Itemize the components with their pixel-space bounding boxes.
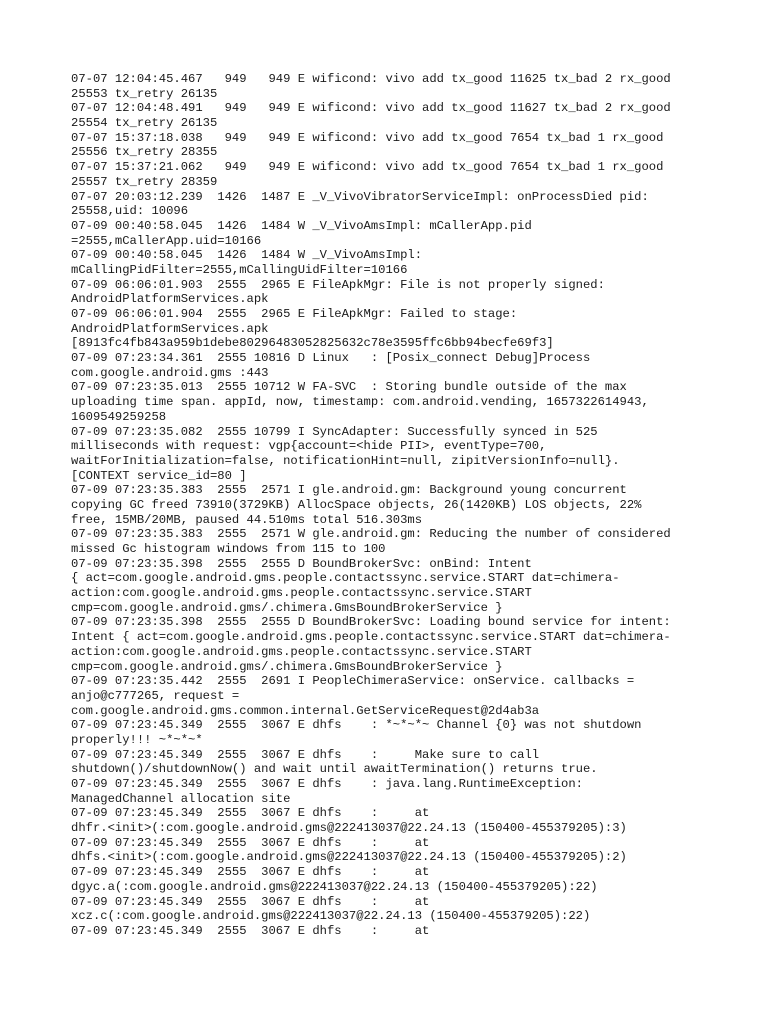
log-line: 07-09 07:23:45.349 2555 3067 E dhfs : at	[71, 806, 430, 821]
log-line: copying GC freed 73910(3729KB) AllocSpace objects, 26(1420KB) LOS objects, 22%	[71, 497, 642, 512]
log-line: waitForInitialization=false, notificationHint=null, zipitVersionInfo=null}.	[71, 453, 620, 468]
log-line: 25558,uid: 10096	[71, 204, 189, 219]
log-line: 07-09 07:23:45.349 2555 3067 E dhfs : *~*~*~ Channel {0} was not shutdown	[71, 718, 642, 733]
log-line: 07-09 07:23:35.013 2555 10712 W FA-SVC : Storing bundle outside of the max	[71, 380, 627, 395]
log-line: uploading time span. appId, now, timestamp: com.android.vending, 1657322614943,	[71, 395, 649, 410]
log-line: 07-09 07:23:34.361 2555 10816 D Linux : [Posix_connect Debug]Process	[71, 351, 591, 366]
log-line: 07-09 07:23:35.442 2555 2691 I PeopleChimeraService: onService. callbacks =	[71, 674, 635, 689]
log-line: com.google.android.gms.common.internal.GetServiceRequest@2d4ab3a	[71, 703, 540, 718]
log-line: [CONTEXT service_id=80 ]	[71, 468, 247, 483]
log-line: milliseconds with request: vgp{account=<hide PII>, eventType=700,	[71, 439, 547, 454]
log-line: mCallingPidFilter=2555,mCallingUidFilter=10166	[71, 262, 408, 277]
log-line: action:com.google.android.gms.people.contactssync.service.START	[71, 644, 532, 659]
log-line: cmp=com.google.android.gms/.chimera.GmsBoundBrokerService }	[71, 600, 503, 615]
log-line: action:com.google.android.gms.people.contactssync.service.START	[71, 586, 532, 601]
log-line: missed Gc histogram windows from 115 to 100	[71, 542, 386, 556]
log-line: properly!!! ~*~*~*	[71, 732, 203, 747]
log-line: 07-07 15:37:18.038 949 949 E wificond: vivo add tx_good 7654 tx_bad 1 rx_good	[71, 130, 664, 145]
log-line: xcz.c(:com.google.android.gms@222413037@22.24.13 (150400-455379205):22)	[71, 909, 591, 924]
log-line: 07-09 00:40:58.045 1426 1484 W _V_VivoAmsImpl:	[71, 248, 423, 263]
log-line: 07-09 07:23:45.349 2555 3067 E dhfs : Make sure to call	[71, 747, 540, 762]
log-line: cmp=com.google.android.gms/.chimera.GmsBoundBrokerService }	[71, 659, 503, 674]
log-line: 07-07 15:37:21.062 949 949 E wificond: vivo add tx_good 7654 tx_bad 1 rx_good	[71, 160, 664, 175]
log-line: 07-09 07:23:35.383 2555 2571 I gle.android.gm: Background young concurrent	[71, 483, 627, 498]
log-line: AndroidPlatformServices.apk	[71, 292, 269, 307]
log-line: { act=com.google.android.gms.people.contactssync.service.START dat=chimera-	[71, 571, 620, 586]
log-line: com.google.android.gms :443	[71, 365, 269, 380]
log-line: 07-09 07:23:35.398 2555 2555 D BoundBrokerSvc: Loading bound service for intent:	[71, 615, 671, 630]
log-line: =2555,mCallerApp.uid=10166	[71, 233, 262, 248]
log-line: free, 15MB/20MB, paused 44.510ms total 516.303ms	[71, 512, 423, 527]
log-line: 25557 tx_retry 28359	[71, 174, 218, 189]
log-line: 1609549259258	[71, 409, 167, 424]
log-text-block	[71, 72, 711, 939]
log-line: 07-09 07:23:45.349 2555 3067 E dhfs : at	[71, 894, 430, 909]
log-line: 07-09 07:23:45.349 2555 3067 E dhfs : at	[71, 865, 430, 880]
log-line: AndroidPlatformServices.apk	[71, 321, 269, 336]
log-line: 07-09 07:23:45.349 2555 3067 E dhfs : java.lang.RuntimeException:	[71, 777, 583, 791]
log-line: shutdown()/shutdownNow() and wait until awaitTermination() returns true.	[71, 762, 598, 777]
log-line: dgyc.a(:com.google.android.gms@222413037@22.24.13 (150400-455379205):22)	[71, 879, 598, 894]
log-line: anjo@c777265, request =	[71, 688, 240, 703]
log-line: 25553 tx_retry 26135	[71, 86, 218, 101]
log-line: 07-07 20:03:12.239 1426 1487 E _V_VivoVibratorServiceImpl: onProcessDied pid:	[71, 189, 649, 204]
log-line: 25554 tx_retry 26135	[71, 116, 218, 131]
log-line: 07-09 06:06:01.904 2555 2965 E FileApkMgr: Failed to stage:	[71, 307, 518, 321]
log-line: 07-09 00:40:58.045 1426 1484 W _V_VivoAmsImpl: mCallerApp.pid	[71, 218, 532, 233]
log-line: Intent { act=com.google.android.gms.people.contactssync.service.START dat=chimera-	[71, 630, 671, 645]
log-line: ManagedChannel allocation site	[71, 791, 291, 806]
log-line: 07-09 06:06:01.903 2555 2965 E FileApkMgr: File is not properly signed:	[71, 277, 605, 292]
log-line: 07-09 07:23:45.349 2555 3067 E dhfs : at	[71, 835, 430, 850]
log-line: 07-09 07:23:35.082 2555 10799 I SyncAdapter: Successfully synced in 525	[71, 424, 598, 439]
log-line: dhfs.<init>(:com.google.android.gms@222413037@22.24.13 (150400-455379205):2)	[71, 850, 627, 865]
log-line: 07-09 07:23:45.349 2555 3067 E dhfs : at	[71, 923, 430, 938]
log-line: 07-09 07:23:35.398 2555 2555 D BoundBrokerSvc: onBind: Intent	[71, 556, 532, 571]
log-line: 25556 tx_retry 28355	[71, 145, 218, 160]
log-line: 07-09 07:23:35.383 2555 2571 W gle.android.gm: Reducing the number of considered	[71, 527, 671, 542]
log-line: 07-07 12:04:45.467 949 949 E wificond: vivo add tx_good 11625 tx_bad 2 rx_good	[71, 72, 671, 86]
log-line: dhfr.<init>(:com.google.android.gms@222413037@22.24.13 (150400-455379205):3)	[71, 821, 627, 836]
log-line: 07-07 12:04:48.491 949 949 E wificond: vivo add tx_good 11627 tx_bad 2 rx_good	[71, 101, 671, 116]
log-line: [8913fc4fb843a959b1debe80296483052825632c78e3595ffc6bb94becfe69f3]	[71, 336, 554, 351]
